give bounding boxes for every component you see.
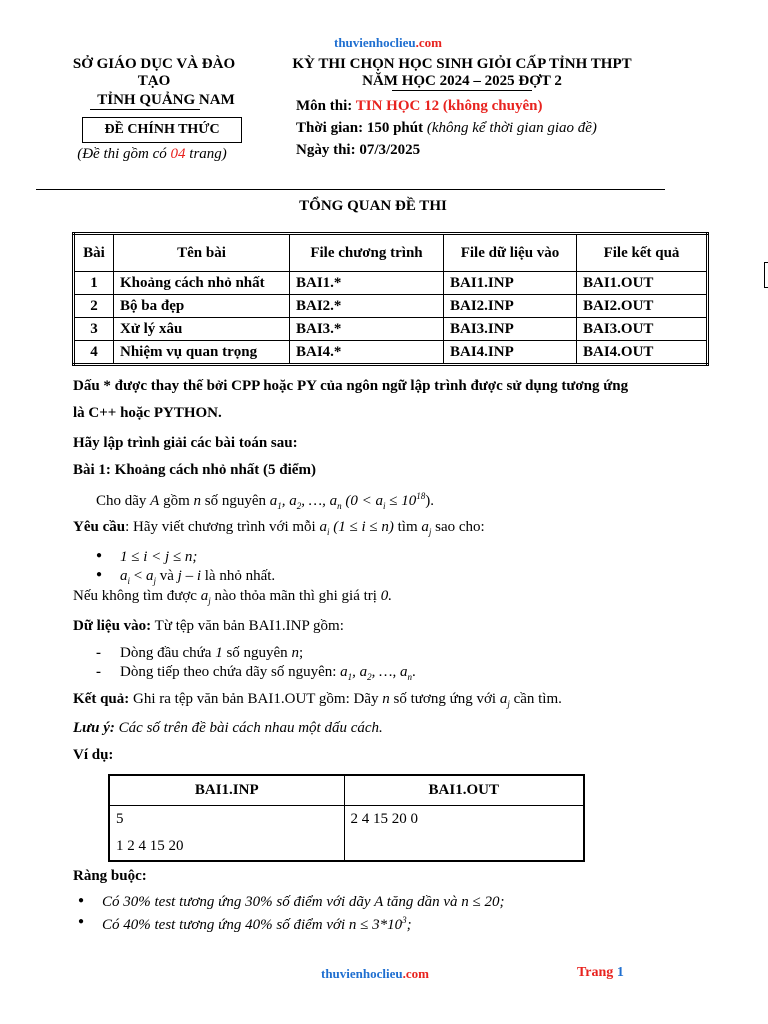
example-output: 2 4 15 20 0 [344, 806, 584, 862]
bullet-item: ● 1 ≤ i < j ≤ n; [96, 549, 198, 565]
bullet-icon: ● [78, 916, 85, 927]
bullet-item: ● $a_i < a_j$ và j – i là nhỏ nhất. [96, 568, 276, 586]
note: Lưu ý: Các số trên đề bài cách nhau một dấu cách. [73, 720, 383, 736]
table-cell: BAI4.INP [444, 341, 577, 365]
table-row [74, 295, 708, 318]
sequence: $a_1$, $a_2$, …, $a_n$ ($0 < a_i \le 10^{18}$ [269, 491, 426, 511]
example-header-row [109, 775, 584, 806]
table-row [109, 806, 584, 862]
table-cell: BAI2.OUT [577, 295, 708, 318]
table-cell: 1 [74, 272, 114, 295]
output-description: Kết quả: Ghi ra tệp văn bản BAI1.OUT gồm: Dãy n số tương ứng với $a_j$ cần tìm. [73, 691, 562, 709]
table-cell: 4 [74, 341, 114, 365]
table-cell: Khoảng cách nhỏ nhất [114, 272, 290, 295]
bullet-icon: ● [78, 895, 85, 906]
col-header: BAI1.INP [109, 775, 344, 806]
overview-header-row [74, 234, 708, 272]
department-name: SỞ GIÁO DỤC VÀ ĐÀO TẠO [72, 56, 236, 89]
table-row [74, 318, 708, 341]
official-badge: ĐỀ CHÍNH THỨC [82, 117, 242, 143]
bullet-item: ● Có 40% test tương ứng 40% số điểm với $n \le 3*10^3$; [78, 915, 412, 933]
page-count: (Đề thi gồm có 04 trang) [77, 146, 227, 162]
bullet-icon: ● [96, 550, 103, 561]
exam-title: KỲ THI CHỌN HỌC SINH GIỎI CẤP TỈNH THPT NĂM HỌC 2024 – 2025 ĐỢT 2 [292, 56, 632, 89]
instruction: Hãy lập trình giải các bài toán sau: [73, 435, 298, 451]
example-input: 5 1 2 4 15 20 [109, 806, 344, 862]
table-row [74, 341, 708, 365]
edge-mark [764, 262, 768, 288]
table-cell: Bộ ba đẹp [114, 295, 290, 318]
page-number: Trang 1 [577, 965, 624, 980]
table-cell: BAI1.* [290, 272, 444, 295]
constraints-label: Ràng buộc: [73, 868, 147, 884]
province-underline [90, 109, 200, 110]
table-cell: BAI1.INP [444, 272, 577, 295]
table-cell: 3 [74, 318, 114, 341]
fallback-rule: Nếu không tìm được $a_j$ nào thỏa mãn thì ghi giá trị 0. [73, 588, 392, 606]
site-footer[interactable]: thuvienhoclieu.com [321, 966, 429, 981]
dash-item: - Dòng tiếp theo chứa dãy số nguyên: $a_1$, $a_2$, …, $a_n$. [96, 664, 416, 682]
overview-title: TỔNG QUAN ĐỀ THI [299, 198, 447, 214]
col-header: File kết quả [577, 234, 708, 272]
table-cell: BAI3.INP [444, 318, 577, 341]
bullet-icon: ● [96, 569, 103, 580]
dash-icon: - [96, 664, 101, 680]
example-table [108, 774, 585, 862]
problem-title: Bài 1: Khoảng cách nhỏ nhất (5 điểm) [73, 462, 316, 478]
table-cell: BAI2.INP [444, 295, 577, 318]
exam-date: Ngày thi: 07/3/2025 [296, 142, 421, 158]
table-cell: BAI4.OUT [577, 341, 708, 365]
bullet-item: ● Có 30% test tương ứng 30% số điểm với dãy A tăng dần và n ≤ 20; [78, 894, 505, 910]
time-line: Thời gian: 150 phút (không kể thời gian giao đề) [296, 120, 597, 136]
col-header: File dữ liệu vào [444, 234, 577, 272]
col-header: File chương trình [290, 234, 444, 272]
problem-intro: Cho dãy A gồm n số nguyên $a_1$, $a_2$, …, $a_n$ $(0 < a_i \le 10^{18})$. [96, 491, 434, 511]
table-cell: BAI1.OUT [577, 272, 708, 295]
requirement: Yêu cầu: Hãy viết chương trình với mỗi $a_i$ (1 ≤ i ≤ n) tìm $a_j$ sao cho: [73, 519, 485, 537]
overview-table [72, 232, 709, 366]
language-note: Dấu * được thay thế bởi CPP hoặc PY của ngôn ngữ lập trình được sử dụng tương ứng là C++ hoặc PYTHON. [73, 378, 629, 421]
dash-icon: - [96, 645, 101, 661]
table-cell: BAI3.* [290, 318, 444, 341]
example-label: Ví dụ: [73, 747, 114, 763]
header-divider [36, 189, 665, 190]
table-cell: BAI4.* [290, 341, 444, 365]
site-header[interactable]: thuvienhoclieu.com [334, 35, 442, 50]
subject-line: Môn thi: TIN HỌC 12 (không chuyên) [296, 98, 543, 114]
table-row [74, 272, 708, 295]
title-underline [392, 90, 532, 91]
dash-item: - Dòng đầu chứa 1 số nguyên n; [96, 645, 304, 661]
table-cell: Nhiệm vụ quan trọng [114, 341, 290, 365]
col-header: Tên bài [114, 234, 290, 272]
col-header: BAI1.OUT [344, 775, 584, 806]
table-cell: BAI3.OUT [577, 318, 708, 341]
input-description: Dữ liệu vào: Từ tệp văn bản BAI1.INP gồm: [73, 618, 344, 634]
province-name: TỈNH QUẢNG NAM [97, 92, 235, 108]
col-header: Bài [74, 234, 114, 272]
table-cell: BAI2.* [290, 295, 444, 318]
table-cell: Xử lý xâu [114, 318, 290, 341]
table-cell: 2 [74, 295, 114, 318]
